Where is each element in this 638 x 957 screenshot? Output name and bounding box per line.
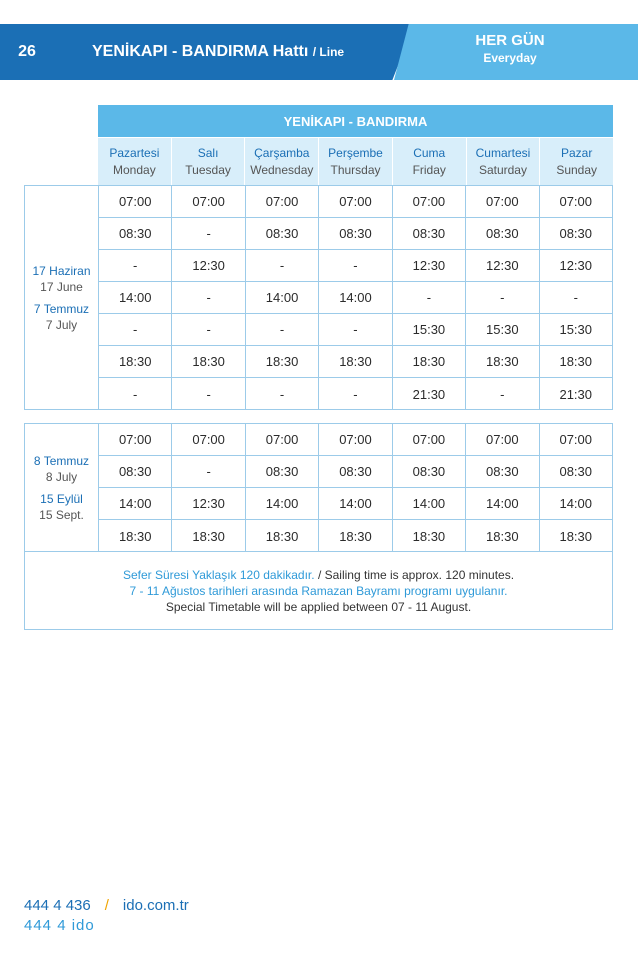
day-name-tr: Pazar <box>560 145 593 160</box>
departure-time: - <box>99 314 172 345</box>
departure-time: 07:00 <box>559 432 593 447</box>
departure-time: - <box>573 290 578 305</box>
departure-time: 08:30 <box>99 218 172 249</box>
departure-time: 08:30 <box>559 464 593 479</box>
period-start-en: 8 July <box>45 469 78 484</box>
departure-time: - <box>172 456 245 487</box>
departure-row <box>99 378 612 410</box>
day-headers <box>98 138 613 185</box>
departure-time: 14:00 <box>246 488 319 519</box>
departure-time: 18:30 <box>246 346 319 377</box>
day-name-en: Sunday <box>556 162 598 177</box>
footer <box>24 896 189 936</box>
day-name-en: Tuesday <box>185 162 231 177</box>
departure-time: 18:30 <box>319 520 392 552</box>
departure-time: - <box>99 250 172 281</box>
special-timetable-en: Special Timetable will be applied between 07 - 11 August. <box>165 599 472 614</box>
departure-time: 07:00 <box>246 424 319 455</box>
page-number: 26 <box>0 24 54 80</box>
departure-time: 07:00 <box>99 424 172 455</box>
departure-row <box>99 456 612 488</box>
departure-time: 07:00 <box>319 424 392 455</box>
period-dates-1 <box>25 186 99 409</box>
day-name-tr: Çarşamba <box>254 145 310 160</box>
departure-time: 08:30 <box>393 456 466 487</box>
departure-time: 15:30 <box>393 314 466 345</box>
departure-time: 08:30 <box>319 456 392 487</box>
departure-time: 12:30 <box>393 250 466 281</box>
departure-time: 12:30 <box>559 258 593 273</box>
day-header <box>98 138 171 185</box>
departure-time: - <box>319 250 392 281</box>
sailing-time-note <box>25 567 612 583</box>
day-name-en: Wednesday <box>250 162 314 177</box>
departure-time: 18:30 <box>99 346 172 377</box>
period-end-en: 7 July <box>45 317 78 332</box>
departure-time: 07:00 <box>466 186 539 217</box>
departure-time: 18:30 <box>319 346 392 377</box>
departure-time: 08:30 <box>466 456 539 487</box>
sailing-time-tr: Sefer Süresi Yaklaşık 120 dakikadır. <box>122 567 315 582</box>
departure-row <box>99 346 612 378</box>
day-name-en: Monday <box>113 162 156 177</box>
day-name-en: Saturday <box>478 162 527 177</box>
departure-time: 08:30 <box>559 226 593 241</box>
departure-time: 14:00 <box>246 282 319 313</box>
frequency-tr: HER GÜN <box>475 32 545 49</box>
route-title: YENİKAPI - BANDIRMA Hattı <box>92 43 309 60</box>
departure-time: - <box>393 282 466 313</box>
period-end-tr: 15 Eylül <box>40 491 83 506</box>
period-start-en: 17 June <box>40 279 83 294</box>
departure-time: - <box>172 218 245 249</box>
departure-time: 07:00 <box>246 186 319 217</box>
departure-time: 08:30 <box>319 218 392 249</box>
period-end-tr: 7 Temmuz <box>33 301 90 316</box>
departure-time: - <box>246 314 319 345</box>
footer-separator: / <box>104 897 109 914</box>
departure-time: 12:30 <box>466 250 539 281</box>
departure-time: 18:30 <box>172 520 245 552</box>
departure-row <box>99 250 612 282</box>
departure-time: 14:00 <box>99 488 172 519</box>
departure-time: 18:30 <box>172 346 245 377</box>
day-name-en: Friday <box>412 162 446 177</box>
departure-time: 15:30 <box>559 322 593 337</box>
departure-time: 07:00 <box>393 186 466 217</box>
day-header <box>319 138 392 185</box>
day-name-en: Thursday <box>330 162 381 177</box>
header-band <box>0 24 638 80</box>
frequency-en: Everyday <box>483 51 537 65</box>
day-name-tr: Cuma <box>413 145 446 160</box>
period-end-en: 15 Sept. <box>39 507 84 522</box>
departure-time: 08:30 <box>99 456 172 487</box>
departure-time: 12:30 <box>172 488 245 519</box>
departure-time: 18:30 <box>99 520 172 552</box>
departure-time: - <box>466 378 539 410</box>
departure-time: - <box>172 378 245 410</box>
period-start-tr: 17 Haziran <box>32 263 91 278</box>
departure-row <box>99 520 612 552</box>
phone-number[interactable]: 444 4 436 <box>24 897 91 914</box>
frequency-label <box>440 32 580 66</box>
departure-time: - <box>172 282 245 313</box>
departure-time: 21:30 <box>559 386 593 402</box>
departure-row <box>99 186 612 218</box>
day-header <box>393 138 466 185</box>
day-name-tr: Perşembe <box>328 145 383 160</box>
departure-time: 07:00 <box>319 186 392 217</box>
departure-time: 12:30 <box>172 250 245 281</box>
route-header: YENİKAPI - BANDIRMA <box>98 105 613 137</box>
departure-time: 18:30 <box>246 520 319 552</box>
departure-time: 14:00 <box>319 488 392 519</box>
day-header <box>467 138 540 185</box>
departure-grid-2 <box>99 424 612 552</box>
period-block-2 <box>24 423 613 552</box>
period-block-1 <box>24 185 613 410</box>
departure-time: 21:30 <box>393 378 466 410</box>
timetable-notes <box>24 552 613 630</box>
departure-time: 14:00 <box>393 488 466 519</box>
route-title-suffix: / Line <box>312 45 345 59</box>
day-header <box>245 138 318 185</box>
departure-time: 18:30 <box>559 354 593 369</box>
departure-time: 14:00 <box>559 496 593 511</box>
departure-time: 18:30 <box>466 520 539 552</box>
departure-time: 08:30 <box>246 456 319 487</box>
day-header <box>172 138 245 185</box>
departure-time: 08:30 <box>246 218 319 249</box>
departure-row <box>99 424 612 456</box>
day-header <box>540 138 613 185</box>
departure-time: 08:30 <box>466 218 539 249</box>
departure-time: 07:00 <box>99 186 172 217</box>
departure-time: - <box>466 282 539 313</box>
departure-time: 18:30 <box>466 346 539 377</box>
departure-row <box>99 218 612 250</box>
sailing-time-en: / Sailing time is approx. 120 minutes. <box>317 567 515 582</box>
departure-grid-1 <box>99 186 612 410</box>
departure-time: - <box>99 378 172 410</box>
day-name-tr: Salı <box>197 145 219 160</box>
departure-time: 14:00 <box>319 282 392 313</box>
day-name-tr: Cumartesi <box>475 145 531 160</box>
departure-row <box>99 314 612 346</box>
departure-time: 18:30 <box>393 520 466 552</box>
page-title <box>92 24 344 80</box>
departure-time: 08:30 <box>393 218 466 249</box>
departure-time: 15:30 <box>466 314 539 345</box>
departure-time: 07:00 <box>559 194 593 209</box>
departure-time: - <box>319 314 392 345</box>
period-start-tr: 8 Temmuz <box>33 453 90 468</box>
website-link[interactable]: ido.com.tr <box>122 897 189 914</box>
day-name-tr: Pazartesi <box>109 145 160 160</box>
departure-time: 07:00 <box>172 424 245 455</box>
departure-time: 14:00 <box>466 488 539 519</box>
departure-row <box>99 282 612 314</box>
departure-time: - <box>319 378 392 410</box>
departure-time: 07:00 <box>393 424 466 455</box>
period-dates-2 <box>25 424 99 551</box>
departure-time: 18:30 <box>393 346 466 377</box>
departure-time: 14:00 <box>99 282 172 313</box>
departure-time: 18:30 <box>559 528 593 544</box>
departure-time: - <box>246 250 319 281</box>
departure-time: - <box>172 314 245 345</box>
phone-number-alt[interactable]: 444 4 ido <box>24 917 95 934</box>
departure-time: 07:00 <box>172 186 245 217</box>
departure-time: - <box>246 378 319 410</box>
departure-time: 07:00 <box>466 424 539 455</box>
departure-row <box>99 488 612 520</box>
special-timetable-tr: 7 - 11 Ağustos tarihleri arasında Ramazan Bayramı programı uygulanır. <box>129 583 508 598</box>
